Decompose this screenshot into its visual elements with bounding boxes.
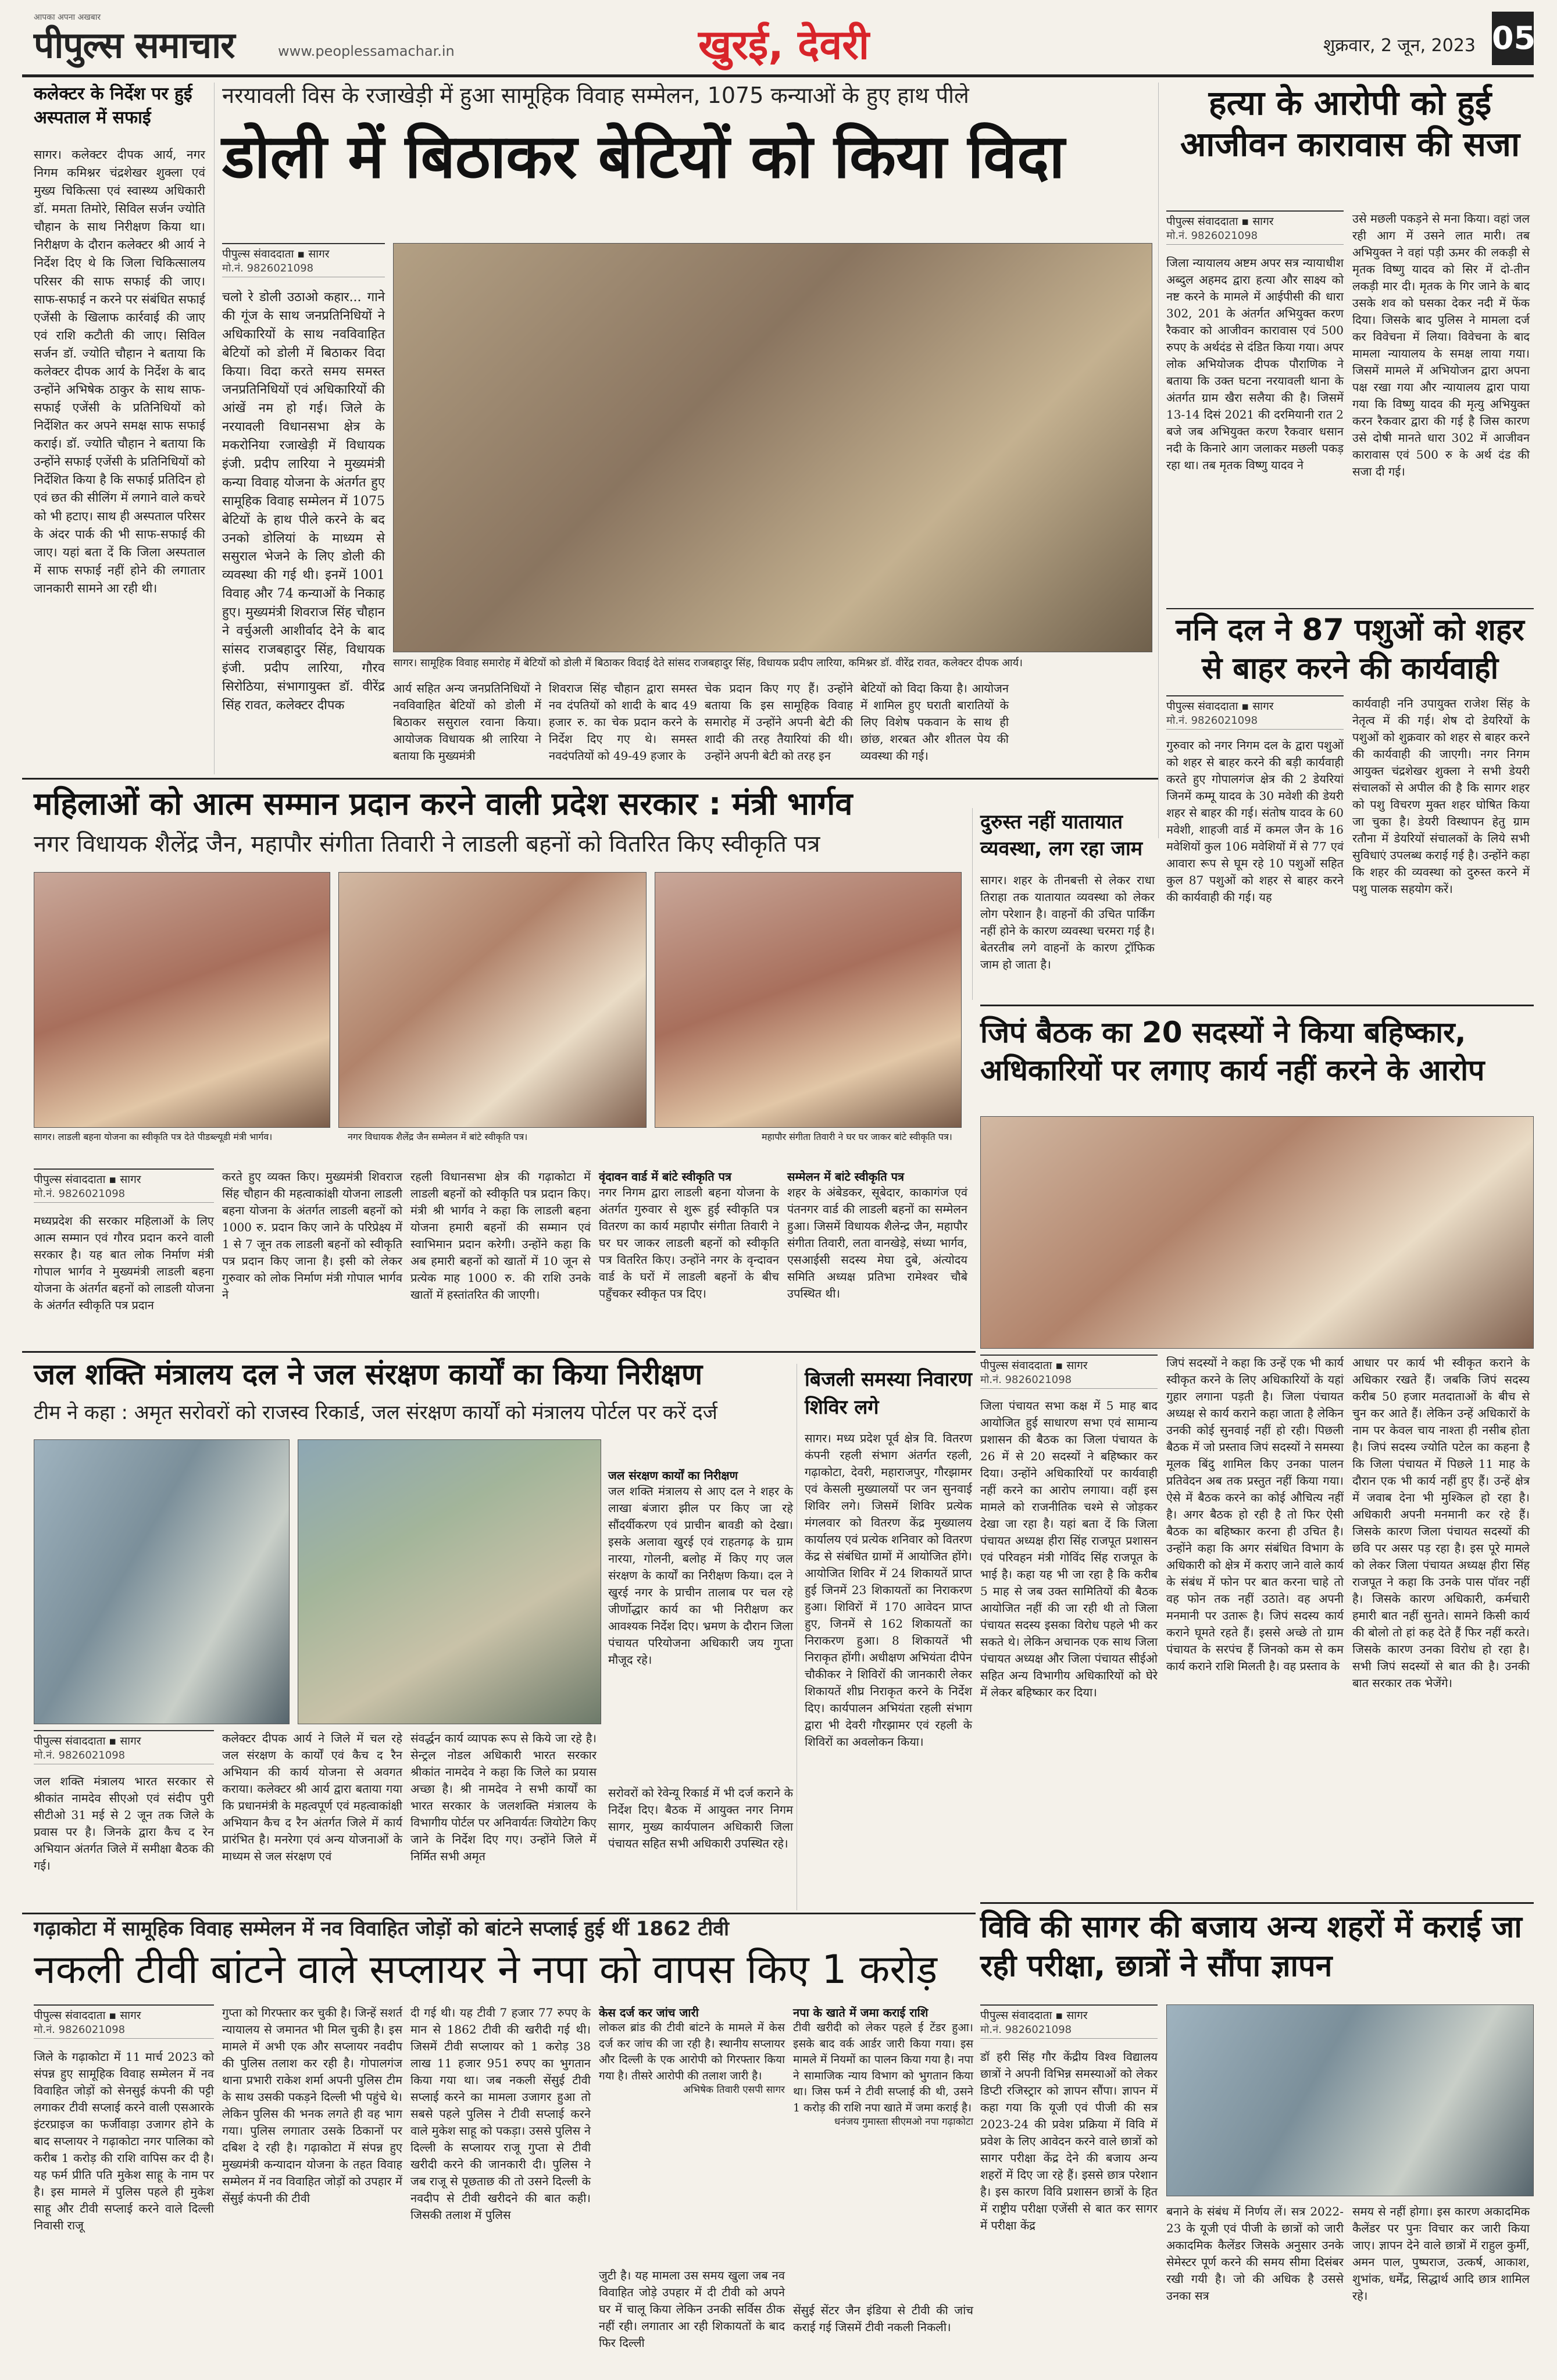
marriage-caption: सागर। सामूहिक विवाह समारोह में बेटियों को डोली में बिठाकर विदाई देते सांसद राजबहादुर सिंह, विधायक प्रदीप लारिया, कमिश्नर डॉ. वीरेंद्र रावत, कलेक्टर दीपक आर्य। [393,657,1023,669]
byline-text: पीपुल्स संवाददाता ▪ सागर [1166,215,1274,228]
box-title: जल संरक्षण कार्यों का निरीक्षण [608,1468,738,1482]
byline [34,2004,214,2039]
byline [1166,695,1344,730]
ladli-col-4 [599,1168,779,1345]
byline-contact: मो.नं. 9826021098 [980,2024,1072,2036]
ladli-caption-2: नगर विधायक शैलेंद्र जैन सम्मेलन में बांटे स्वीकृति पत्र। [348,1131,528,1142]
column-divider [972,808,973,1000]
water-col-2: कलेक्टर दीपक आर्य ने जिले में चल रहे जल संरक्षण के कार्यों एवं कैच द रैन अभियान की कार्य योजना से अवगत कराया। कलेक्टर श्री आर्य द्वारा बताया गया कि प्रधानमंत्री के महत्वपूर्ण एवं महत्वाकांक्षी अभियान कैच द रैन अंतर्गत जिले में कार्य प्रारंभित है। मनरेगा एवं अन्य योजनाओं के माध्यम से जल संरक्षण एवं [222,1731,402,1863]
box-body: लोकल ब्रांड की टीवी बांटने के मामले में केस दर्ज कर जांच की जा रही है। स्थानीय सप्लायर और दिल्ली के एक आरोपी को गिरफ्तार किया गया है। तीसरे आरोपी की तलाश जारी है। [599,2021,785,2082]
newspaper-logo: पीपुल्स समाचार [34,24,235,66]
water-photo-1 [34,1439,290,1724]
murder-col-1: जिला न्यायालय अष्टम अपर सत्र न्यायाधीश अब्दुल अहमद द्वारा हत्या और साक्ष्य को नष्ट करने के मामले में आईपीसी की धारा 302, 201 के अंतर्गत अभियुक्त करण रैकवार को आजीवन कारावास एवं 500 रुपए के अर्थदंड से दंडित किया गया। अपर लोक अभियोजक दीपक पौराणिक ने बताया कि उक्त घटना नरयावली थाना के अंतर्गत ग्राम खैरा सलैया की है। जिसमें 13-14 दिसं 2021 की दरमियानी रात 2 बजे जब अभियुक्त करण रैकवार धसान नदी के किनारे आग जलाकर मछली पकड़ रहा था। तब मृतक विष्णु यादव ने [1166,256,1344,472]
power-body: सागर। मध्य प्रदेश पूर्व क्षेत्र वि. वितरण कंपनी रहली संभाग अंतर्गत रहली, गढ़ाकोटा, देवरी, महाराजपुर, गौरझामर एवं केसली मुख्यालयों पर जन सुनवाई शिविर लगे। जिसमें शिविर प्रत्येक मंगलवार को वितरण केंद्र मुख्यालय कार्यालय एवं प्रत्येक शनिवार को वितरण केंद्र से संबंधित ग्रामों में आयोजित होंगे। आयोजित शिविर में 24 शिकायतें प्राप्त हुई जिनमें 23 शिकायतों का निराकरण हुआ। शिविरों में 170 आवेदन प्राप्त हुए, जिनमें से 162 शिकायतों का निराकरण हुआ। 8 शिकायतें भी निराकृत होंगी। अधीक्षण अभियंता दीपेन चौकीकर ने शिविरों की जानकारी लेकर शिकायतें शीघ्र निराकृत करने के निर्देश दिए। कार्यपालन अभियंता रहली संभाग द्वारा भी देवरी गौरझामर एवं रहली के शिविरों का अवलोकन किया। [805,1431,972,1749]
water-subheadline: टीम ने कहा : अमृत सरोवरों को राजस्व रिकार्ड, जल संरक्षण कार्यों को मंत्रालय पोर्टल पर करें दर्ज [34,1401,717,1424]
ladli-headline: महिलाओं को आत्म सम्मान प्रदान करने वाली प्रदेश सरकार : मंत्री भार्गव [34,785,853,822]
exam-col-2: बनाने के संबंध में निर्णय लें। सत्र 2022-23 के यूजी एवं पीजी के छात्रों को जारी अकादमिक कैलेंडर जिसके अनुसार उनके सेमेस्टर पूर्ण करने की समय सीमा दिसंबर रखी गयी है। जो की अधिक है उससे उनका सत्र [1166,2204,1344,2303]
tv-col-1: जिले के गढ़ाकोटा में 11 मार्च 2023 को संपन्न हुए सामूहिक विवाह सम्मेलन में नव विवाहित जोड़ों को सेनसुई कंपनी की पट्टी लगाकर टीवी सप्लाई करने वाली एसआरके इंटरप्राइज का फर्जीवाड़ा उजागर होने के बाद सप्लायर ने गढ़ाकोटा नगर पालिका को करीब 1 करोड़ की राशि वापिस कर दी है। यह फर्म प्रीति पति मुकेश साहू के नाम पर है। इस मामले में पुलिस पहले ही मुकेश साहू और टीवी सप्लाई करने वाले दिल्ली निवासी राजू [34,2050,214,2232]
section-rule [980,1005,1534,1006]
water-photo-2 [298,1439,601,1724]
tv-kicker: गढ़ाकोटा में सामूहिक विवाह सम्मेलन में नव विवाहित जोड़ों को बांटने सप्लाई हुई थीं 1862 टीवी [34,1917,729,1941]
story-headline: डोली में बिठाकर बेटियों को किया विदा [222,120,1065,192]
exam-photo [1166,2004,1534,2196]
cattle-col-2: कार्यवाही ननि उपायुक्त राजेश सिंह के नेतृत्व में की गई। शेष दो डेयरियों के पशुओं को शुक्रवार को शहर से बाहर करने की कार्यवाही की जाएगी। नगर निगम आयुक्त चंद्रशेखर शुक्ला ने सभी डेयरी संचालकों से अपील की है कि सागर शहर को पशु विचरण मुक्त शहर घोषित किया जा चुका है। डेयरी विस्थापन हेतु ग्राम रतौना में डेयरियों संचालकों के लिये सभी सुविधाएं उपलब्ध कराई गई है। उन्होंने कहा कि शहर की व्यवस्था को दुरुस्त करने में पशु पालक सहयोग करें। [1352,696,1530,896]
tv-deposit-box [793,2004,973,2266]
exam-col-3: समय से नहीं होगा। इस कारण अकादमिक कैलेंडर पर पुनः विचार कर जारी किया जाए। ज्ञापन देने वाले छात्रों में राहुल कुर्मी, अमन पाल, पुष्पराज, उत्कर्ष, आकाश, शुभांक, धर्मेंद्र, सिद्धार्थ आदि छात्र शामिल रहे। [1352,2204,1530,2303]
section-rule [22,778,1158,780]
cattle-headline: ननि दल ने 87 पशुओं को शहर से बाहर करने की कार्यवाही [1176,613,1524,686]
box-body: टीवी खरीदी को लेकर पहले ई टेंडर हुआ। इसके बाद वर्क आर्डर जारी किया गया। इस मामले में नियमों का पालन किया गया है। नपा ने सामाजिक न्याय विभाग को भुगतान किया था। जिस फर्म ने टीवी सप्लाई की थी, उसने 1 करोड़ की राशि नपा खाते में जमा कराई है। [793,2021,973,2114]
issue-date: शुक्रवार, 2 जून, 2023 [1323,35,1476,56]
tv-col-3: दी गई थी। यह टीवी 7 हजार 77 रुपए के मान से 1862 टीवी की खरीदी गई थी। जिसमें टीवी सप्लायर को 1 करोड़ 38 लाख 11 हजार 951 रुपए का भुगतान किया गया था। जब नकली सेंसुई टीवी सप्लाई करने का मामला उजागर हुआ तो सबसे पहले पुलिस ने टीवी सप्लाई करने वाले मुकेश साहू को पकड़ा। उससे पुलिस ने दिल्ली के सप्लायर राजू गुप्ता से टीवी खरीदी करने की जानकारी दी। पुलिस ने जब राजू से पूछताछ की तो उसने दिल्ली के नवदीप से टीवी खरीदने की बात कही। जिसकी तलाश में पुलिस [410,2006,591,2222]
column-divider [214,83,215,774]
ladli-photo-2 [338,872,647,1128]
story-hospital-cleanup [34,83,205,774]
marriage-col-2b: आर्य सहित अन्य जनप्रतिनिधियों ने नवविवाहित बेटियों को डोली में बिठाकर ससुराल रवाना किया। आयोजक विधायक श्री लारिया ने बताया कि मुख्यमंत्री [393,681,541,763]
zila-col-2: जिपं सदस्यों ने कहा कि उन्हें एक भी कार्य स्वीकृत करने के लिए अधिकारियों के यहां गुहार लगाना पड़ती है। जिला पंचायत अध्यक्ष से कार्य कराने कहा जाता है लेकिन उनकी कोई सुनवाई नहीं हो रही। पिछली बैठक में जो प्रस्ताव जिपं सदस्यों ने समस्या मूलक बिंदु शामिल किए उनका पालन प्रतिवेदन अब तक प्रस्तुत नहीं किया गया। ऐसे में बैठक करने का कोई औचित्य नहीं है। अगर बैठक हो रही है तो फिर ऐसी बैठक का बहिष्कार करना ही उचित है। उन्होंने कहा कि अगर संबंधित विभाग के अधिकारी को क्षेत्र में कराए जाने वाले कार्य के संबंध में फोन पर बात करना चाहे तो वह फोन तक नहीं उठाते। वह अपनी मनमानी पर उतारू है। जिपं सदस्य कार्य कराने घूमते रहते हैं। इससे अच्छे तो ग्राम पंचायत के सरपंच हैं जिनको कम से कम कार्य कराने राशि मिलती है। वह प्रस्ताव के [1166,1356,1344,1673]
byline-text: पीपुल्स संवाददाता ▪ सागर [34,1173,141,1186]
byline-contact: मो.नं. 9826021098 [222,262,314,274]
cattle-col-1: गुरुवार को नगर निगम दल के द्वारा पशुओं को शहर से बाहर करने की बड़ी कार्यवाही करते हुए गोपालगंज क्षेत्र की 2 डेयरियां जिनमें कम्मू यादव के 30 मवेशी की डेयरी शहर से बाहर की गई। संतोष यादव के 60 मवेशी, शाहजी वार्ड में कमल जैन के 16 मवेशियों कुल 106 मवेशियों में से 77 एवं आवारा रूप से घूम रहे 10 पशुओं सहित कुल 87 पशुओं को शहर से बाहर करने की कार्यवाही की गई। यह [1166,738,1344,904]
murder-col-2: उसे मछली पकड़ने से मना किया। वहां जल रही आग में उसने लात मारी। तब अभियुक्त ने वहां पड़ी ऊमर की लकड़ी से मृतक विष्णु यादव को सिर में दो-तीन लकड़ी मार दी। मृतक के गिर जाने के बाद उसके शव को घसका देकर नदी में फेंक दिया। जिसके बाद पुलिस ने मामला दर्ज कर विवेचना में लिया। विवेचना के बाद मामला न्यायालय के समक्ष लाया गया। जिसमें मामले में अभियोजन द्वारा अपना पक्ष रखा गया और न्यायालय द्वारा पाया गया कि विष्णु यादव की मृत्यु अभियुक्त करन रैकवार द्वारा की गई है जिस कारण उसे दोषी मानते धारा 302 में आजीवन कारावास एवं 500 रु के अर्थ दंड की सजा दी गई। [1352,212,1530,478]
website-url[interactable]: www.peoplessamachar.in [278,43,455,59]
water-headline: जल शक्ति मंत्रालय दल ने जल संरक्षण कार्यों का किया निरीक्षण [34,1357,703,1391]
column-divider [1158,83,1159,838]
marriage-col-1: चलो रे डोली उठाओ कहार... गाने की गूंज के साथ जनप्रतिनिधियों ने अधिकारियों के साथ नवविवाहित बेटियों को डोली में बिठाकर विदा किया। विदा करते समय समस्त जनप्रतिनिधियों एवं अधिकारियों की आंखें नम हो गई। जिले के नरयावली विधानसभा क्षेत्र के मकरोनिया रजाखेड़ी में विधायक इंजी. प्रदीप लारिया ने मुख्यमंत्री कन्या विवाह योजना के अंतर्गत हुए सामूहिक विवाह सम्मेलन में 1075 बेटियों के हाथ पीले करने के बद उनको डोलियां के माध्यम से ससुराल भेजने के लिए डोली की व्यवस्था की गई थी। इनमें 1001 विवाह और 74 कन्याओं के निकाह हुए। मुख्यमंत्री शिवराज सिंह चौहान ने वर्चुअली आशीर्वाद देने के बाद सांसद राजबहादुर सिंह, विधायक इंजी. प्रदीप लारिया, गौरव सिरोठिया, संभागायुक्त डॉ. वीरेंद्र सिंह रावत, कलेक्टर दीपक [222,290,385,713]
marriage-col-3: शिवराज सिंह चौहान द्वारा समस्त नव दंपतियों को शादी के बाद 49 हजार रु. का चेक प्रदान करने के निर्देश दिए गए थे। समस्त नवदंपतियों को 49-49 हजार के [549,681,697,763]
zila-headline: जिपं बैठक का 20 सदस्यों ने किया बहिष्कार, अधिकारियों पर लगाए कार्य नहीं करने के आरोप [980,1016,1485,1087]
box-title: नपा के खाते में जमा कराई राशि [793,2006,929,2020]
section-title: खुरई, देवरी [698,21,870,69]
zila-col-3: आधार पर कार्य भी स्वीकृत कराने के अधिकार रखते हैं। जबकि जिपं सदस्य करीब 50 हजार मतदाताओं के बीच से चुन कर आते हैं। लेकिन उन्हें अधिकारों के नाम पर केवल चाय नाश्ता ही नसीब होता है। जिपं सदस्य ज्योति पटेल का कहना है कि जिला पंचायत में पिछले 11 माह के दौरान एक भी कार्य नहीं हुए हैं। उन्हें क्षेत्र में जवाब देना भी मुश्किल हो रहा है। अधिकारी अपनी मनमानी कर रहे हैं। जिसके कारण जिला पंचायत सदस्यों की छवि पर असर पड़ रहा है। इस पूरे मामले को लेकर जिला पंचायत अध्यक्ष हीरा सिंह राजपूत ने कहा कि उनके पास पॉवर नहीं है। जिसके कारण अधिकारी, कर्मचारी हमारी बात नहीं सुनते। सामने किसी कार्य की बोलो तो हां कह देते हैं फिर नहीं करते। जिसके कारण उनका विरोध हो रहा है। सभी जिपं सदस्यों से बात की है। उनकी बात सरकार तक भेजेंगे। [1352,1356,1530,1690]
exam-headline: विवि की सागर की बजाय अन्य शहरों में कराई जा रही परीक्षा, छात्रों ने सौंपा ज्ञापन [980,1910,1522,1984]
byline-contact: मो.नं. 9826021098 [34,2024,126,2036]
byline-contact: मो.नं. 9826021098 [980,1374,1072,1386]
byline [980,2004,1158,2039]
traffic-body: सागर। शहर के तीनबत्ती से लेकर राधा तिराहा तक यातायात व्यवस्था को लेकर लोग परेशान है। वाहनों की उचित पार्किंग नहीं होने के कारण व्यवस्था चरमरा गई है। बेतरतीब लगे वाहनों के कारण ट्रॉफिक जाम हो जाता है। [980,873,1155,971]
byline [222,243,385,277]
byline-text: पीपुल्स संवाददाता ▪ सागर [980,2009,1088,2022]
box-signature: अभिषेक तिवारी एसपी सागर [683,2084,785,2096]
section-rule [980,1902,1534,1904]
masthead [22,12,1534,70]
ladli-subheadline: नगर विधायक शैलेंद्र जैन, महापौर संगीता तिवारी ने लाडली बहनों को वितरित किए स्वीकृति पत्र [34,831,820,857]
byline-contact: मो.नं. 9826021098 [1166,230,1258,242]
marriage-col-5: बेटियों को विदा किया है। आयोजन में शामिल हुए घराती बारातियों के लिए विशेष पकवान के साथ ही छांछ, शरबत और शीतल पेय की व्यवस्था की गई। [860,681,1009,763]
ladli-col-5-body: शहर के अंबेडकर, सूबेदार, काकागंज एवं पंतनगर वार्ड की लाडली बहनों का सम्मेलन हुआ। जिसमें विधायक शैलेन्द्र जैन, महापौर संगीता तिवारी, लता वानखेड़े, संध्या भार्गव, एसआईसी सदस्य मेघा दुबे, अंत्योदय समिति अध्यक्ष प्रतिभा रामेश्वर चौबे उपस्थित थी। [787,1185,967,1300]
byline-contact: मो.नं. 9826021098 [34,1749,126,1761]
byline-text: पीपुल्स संवाददाता ▪ सागर [34,1735,141,1748]
ladli-caption-1: सागर। लाडली बहना योजना का स्वीकृति पत्र देते पीडब्ल्यूडी मंत्री भार्गव। [34,1131,273,1142]
exam-col-1: डॉ हरी सिंह गौर केंद्रीय विश्व विद्यालय छात्रों ने अपनी विभिन्न समस्याओं को लेकर डिप्टी रजिस्ट्रार को ज्ञापन सौंपा। ज्ञापन में कहा गया कि यूजी एवं पीजी की सत्र 2023-24 की प्रवेश प्रक्रिया में विवि में प्रवेश के लिए आवेदन करने वाले छात्रों को सागर परीक्षा केंद्र देने की बजाय अन्य शहरों में दिए जा रहे हैं। इससे छात्र परेशान है। इस कारण विवि प्रशासन छात्रों के हित में राष्ट्रीय परीक्षा एजेंसी से बात कर सागर में परीक्षा केंद्र [980,2050,1158,2232]
header-rule [22,74,1534,77]
section-rule [22,1913,976,1914]
water-col-4: सरोवरों को रेवेन्यू रिकार्ड में भी दर्ज कराने के निर्देश दिए। बैठक में आयुक्त नगर निगम सागर, मुख्य कार्यपालन अधिकारी जिला पंचायत सहित सभी अधिकारी उपस्थित रहे। [608,1786,793,1850]
section-rule [22,1351,976,1353]
ladli-col-1: मध्यप्रदेश की सरकार महिलाओं के लिए आत्म सम्मान एवं गौरव प्रदान करने वाली सरकार है। यह बात लोक निर्माण मंत्री गोपाल भार्गव ने मुख्यमंत्री लाडली बहना योजना के अंतर्गत बहनों को लाडली योजना के अंतर्गत स्वीकृति पत्र प्रदान [34,1214,214,1312]
byline-contact: मो.नं. 9826021098 [1166,714,1258,727]
byline-text: पीपुल्स संवाददाता ▪ सागर [34,2009,141,2022]
ladli-col-5-title: सम्मेलन में बांटे स्वीकृति पत्र [787,1170,905,1184]
water-inspection-box [608,1467,793,1781]
tv-col-4: जुटी है। यह मामला उस समय खुला जब नव विवाहित जोड़े उपहार में दी टीवी को अपने घर में चालू किया लेकिन उनकी सर्विस ठीक नहीं रही। लगातार आ रही शिकायतों के बाद फिर दिल्ली [599,2268,785,2350]
box-signature: धनंजय गुमास्ता सीएमओ नपा गढ़ाकोटा [834,2116,973,2128]
story-headline: कलेक्टर के निर्देश पर हुई अस्पताल में सफाई [34,84,192,128]
section-rule [1166,608,1534,609]
tv-col-2: गुप्ता को गिरफ्तार कर चुकी है। जिन्हें सशर्त न्यायालय से जमानत भी मिल चुकी है। इस मामले में अभी एक और सप्लायर नवदीप की पुलिस तलाश कर रही है। गोपालगंज थाना प्रभारी राकेश शर्मा अपनी पुलिस टीम के साथ उसकी पकड़ने दिल्ली भी पहुंचे थे। लेकिन पुलिस की भनक लगते ही वह भाग गया। पुलिस लगातार उसके ठिकानों पर दबिश दे रही है। गढ़ाकोटा में संपन्न हुए मुख्यमंत्री कन्यादान योजना के तहत विवाह सम्मेलन में नव विवाहित जोड़ों को उपहार में सेंसुई कंपनी की टीवी [222,2006,402,2205]
byline-text: पीपुल्स संवाददाता ▪ सागर [222,248,330,260]
box-body: जल शक्ति मंत्रालय से आए दल ने शहर के लाखा बंजारा झील पर किए जा रहे सौंदर्यीकरण एवं प्राचीन बावडी को देखा। इसके अलावा खुरई एवं राहतगढ़ के ग्राम नारया, गोलनी, बलोह में किए गए जल संरक्षण के कार्यों का निरीक्षण किया। दल ने खुरई नगर के प्राचीन तालाब पर चल रहे जीर्णोद्धार कार्य का भी निरीक्षण कर आवश्यक निर्देश दिए। भ्रमण के दौरान जिला पंचायत परियोजना अधिकारी जय गुप्ता मौजूद रहे। [608,1484,793,1667]
story-kicker: नरयावली विस के रजाखेड़ी में हुआ सामूहिक विवाह सम्मेलन, 1075 कन्याओं के हुए हाथ पीले [222,83,969,108]
tv-col-5: सेंसुई सेंटर जैन इंडिया से टीवी की जांच कराई गई जिसमें टीवी नकली निकली। [793,2303,973,2334]
byline-contact: मो.नं. 9826021098 [34,1188,126,1200]
byline [1166,210,1344,245]
byline [980,1355,1158,1389]
zila-col-1: जिला पंचायत सभा कक्ष में 5 माह बाद आयोजित हुई साधारण सभा एवं सामान्य प्रशासन की बैठक का जिला पंचायत के 26 में से 20 सदस्यों ने बहिष्कार कर दिया। उन्होंने अधिकारियों पर कार्यवाही नहीं करने का आरोप लगाया। वहीं इस मामले को राजनीतिक चश्मे से जोड़कर देखा जा रहा है। यहां बता दें कि जिला पंचायत अध्यक्ष हीरा सिंह राजपूत प्रशासन एवं परिवहन मंत्री गोविंद सिंह राजपूत के भाई है। कहा यह भी जा रहा है कि करीब 5 माह से जब उक्त सामितियों की बैठक आयोजित नहीं की जा रही थी तो जिला पंचायत सदस्य इसका विरोध पहले भी कर सकते थे। लेकिन अचानक एक साथ जिला पंचायत अध्यक्ष और जिला पंचायत सीईओ सहित अन्य विभागीय अधिकारियों को घेरे में लेकर बहिष्कार कर दिया। [980,1399,1158,1699]
ladli-col-4-title: वृंदावन वार्ड में बांटे स्वीकृति पत्र [599,1170,732,1184]
page-number: 05 [1492,12,1534,65]
marriage-photo [393,243,1152,652]
water-col-3: संवर्द्धन कार्य व्यापक रूप से किये जा रहे है। सेन्ट्रल नोडल अधिकारी भारत सरकार श्रीकांत नामदेव ने कहा कि जिले का प्रयास अच्छा है। श्री नामदेव ने सभी कार्यों का भारत सरकार के जलशक्ति मंत्रालय के विभागीय पोर्टल पर अनिवार्यतः जियोटेग किए जाने के निर्देश दिए गए। उन्होंने जिले में निर्मित सभी अमृत [410,1731,597,1863]
ladli-col-3: रहली विधानसभा क्षेत्र की गढ़ाकोटा में लाडली बहनों को स्वीकृति पत्र प्रदान किए। मंत्री श्री भार्गव ने कहा कि लाडली बहना योजना हमारी बहनों की सम्मान एवं स्वाभिमान प्रदान करेगी। उन्होंने कहा कि अब हमारी बहनों को खातों में 10 जून से प्रत्येक माह 1000 रु. की राशि उनके खातों में हस्तांतरित की जाएगी। [410,1170,591,1302]
tagline: आपका अपना अखबार [34,13,101,22]
marriage-col-4: चेक प्रदान किए गए हैं। उन्होंने बताया कि इस सामूहिक विवाह समारोह में उन्होंने अपनी बेटी की शादी की तरह तैयारियां की थी। उन्होंने अपनी बेटी को तरह इन [705,681,853,763]
ladli-photo-1 [34,872,330,1128]
story-body: सागर। कलेक्टर दीपक आर्य, नगर निगम कमिश्नर चंद्रशेखर शुक्ला एवं मुख्य चिकित्सा एवं स्वास्थ्य अधिकारी डॉ. ममता तिमोरे, सिविल सर्जन ज्योति चौहान के साथ निरीक्षण किया था। निरीक्षण के दौरान कलेक्टर श्री आर्य ने निर्देश दिए थे कि जिला चिकित्सालय परिसर की साफ सफाई की जाए। साफ-सफाई न करने पर संबंधित सफाई एजेंसी के खिलाफ कार्रवाई की जाए एवं राशि कटौती की जाए। सिविल सर्जन डॉ. ज्योति चौहान ने बताया कि कलेक्टर दीपक आर्य के निर्देश के बाद उन्होंने अभिषेक ठाकुर के साथ साफ-सफाई एजेंसी के प्रतिनिधियों को निर्देशित कर अपने समक्ष साफ सफाई कराई। डॉ. ज्योति चौहान ने बताया कि उन्होंने सफाई एजेंसी के प्रतिनिधियों को निर्देशित किया है कि सफाई प्रतिदिन हो एवं छत की सीलिंग में लगाने वाले कचरे को भी हटाए। साथ ही अस्पताल परिसर के अंदर पार्क की भी साफ-सफाई की जाए। यहां बता दें कि जिला अस्पताल में साफ सफाई नहीं होने की लगातार जानकारी सामने आ रही थी। [34,148,205,595]
byline [34,1168,214,1203]
ladli-caption-3: महापौर संगीता तिवारी ने घर घर जाकर बांटे स्वीकृति पत्र। [762,1131,952,1142]
ladli-col-4-body: नगर निगम द्वारा लाडली बहना योजना के अंतर्गत गुरुवार से शुरू हुई स्वीकृति पत्र वितरण का कार्य महापौर संगीता तिवारी ने घर घर जाकर लाडली बहनों को स्वीकृति पत्र वितरित किए। उन्होंने नगर के वृन्दावन वार्ड के घरों में लाडली बहनों के बीच पहुँचकर स्वीकृत पत्र दिए। [599,1185,779,1300]
box-title: केस दर्ज कर जांच जारी [599,2006,699,2020]
ladli-col-5 [787,1168,967,1345]
traffic-headline: दुरुस्त नहीं यातायात व्यवस्था, लग रहा जाम [980,810,1143,860]
tv-headline: नकली टीवी बांटने वाले सप्लायर ने नपा को वापस किए 1 करोड़ [34,1947,938,1993]
water-col-1: जल शक्ति मंत्रालय भारत सरकार से श्रीकांत नामदेव सीएओ एवं संदीप पुरी सीटीओ 31 मई से 2 जून तक जिले के प्रवास पर है। जिनके द्वारा कैच द रेन अभियान अंतर्गत जिले में समीक्षा बैठक की गई। [34,1774,214,1872]
power-headline: बिजली समस्या निवारण शिविर लगे [805,1368,972,1419]
byline-text: पीपुल्स संवाददाता ▪ सागर [980,1359,1088,1372]
zila-meeting-photo [980,1116,1534,1349]
byline-text: पीपुल्स संवाददाता ▪ सागर [1166,700,1274,713]
tv-case-box [599,2004,785,2121]
ladli-col-2: करते हुए व्यक्त किए। मुख्यमंत्री शिवराज सिंह चौहान की महत्वाकांक्षी योजना लाडली बहना योजना के अंतर्गत लाडली बहनों को 1000 रु. प्रदान किए जाने के परिप्रेक्ष्य में 1 से 7 जून तक लाडली बहनों को स्वीकृति पत्र प्रदान किए जाना है। इसी को लेकर गुरुवार को लोक निर्माण मंत्री गोपाल भार्गव ने [222,1170,402,1302]
byline [34,1730,214,1764]
ladli-photo-3 [655,872,962,1128]
story-headline: हत्या के आरोपी को हुई आजीवन कारावास की सजा [1180,83,1520,164]
